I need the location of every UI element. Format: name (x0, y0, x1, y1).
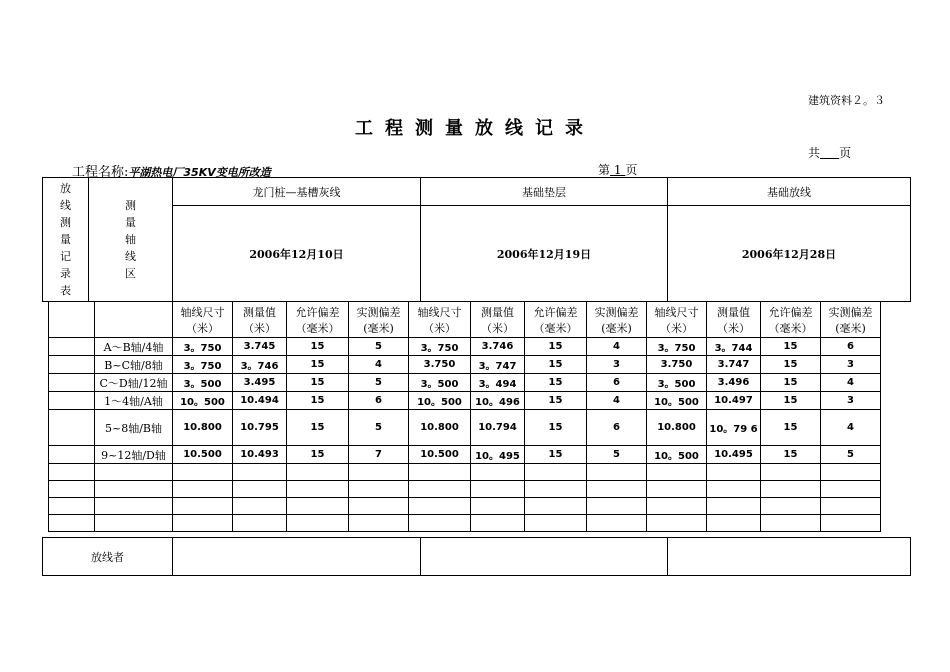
blank-cell (707, 498, 761, 515)
value-cell: 10.795 (233, 410, 287, 446)
blank-cell (707, 464, 761, 481)
value-cell: 15 (761, 374, 821, 392)
value-cell: 10。500 (173, 392, 233, 410)
blank-cell (95, 515, 173, 532)
column-header-line1: 允许偏差 (533, 305, 578, 319)
blank-cell (587, 481, 647, 498)
footer-table (42, 537, 911, 576)
column-header-line2: （米） (423, 321, 456, 335)
vertical-char: 测 (125, 199, 136, 212)
column-header-line1: 轴线尺寸 (180, 305, 225, 319)
value-cell: 10。500 (409, 392, 471, 410)
blank-cell (587, 498, 647, 515)
page-prefix: 第 (598, 163, 611, 177)
blank-cell (587, 515, 647, 532)
blank-cell (525, 481, 587, 498)
blank-cell (49, 392, 95, 410)
blank-cell (707, 515, 761, 532)
blank-cell (409, 464, 471, 481)
blank-cell (409, 498, 471, 515)
blank-cell (761, 498, 821, 515)
value-cell: 3。750 (647, 338, 707, 356)
blank-cell (95, 481, 173, 498)
blank-cell (821, 498, 881, 515)
column-header-line2: （毫米） (768, 321, 813, 335)
vertical-char: 轴 (125, 233, 136, 246)
value-cell: 5 (349, 410, 409, 446)
blank-cell (349, 498, 409, 515)
axis-cell: B~C轴/8轴 (95, 356, 173, 374)
value-cell: 6 (587, 410, 647, 446)
blank-cell (821, 464, 881, 481)
vertical-char: 表 (60, 284, 71, 297)
table-row (49, 338, 881, 356)
column-header-line2: （米） (243, 321, 276, 335)
value-cell: 10.500 (173, 446, 233, 464)
value-cell: 15 (761, 410, 821, 446)
value-cell: 4 (349, 356, 409, 374)
value-cell: 15 (287, 374, 349, 392)
empty-row (49, 481, 881, 498)
value-cell: 15 (525, 374, 587, 392)
column-header-line1: 实测偏差 (594, 305, 639, 319)
blank-cell (821, 515, 881, 532)
value-cell: 3。500 (409, 374, 471, 392)
blank-cell (95, 498, 173, 515)
page-suffix: 页 (625, 163, 638, 177)
value-cell: 15 (287, 392, 349, 410)
value-cell: 3.746 (471, 338, 525, 356)
empty-row (49, 464, 881, 481)
blank-cell (761, 464, 821, 481)
value-cell: 10。500 (647, 446, 707, 464)
blank-cell (287, 498, 349, 515)
section-name: 基础放线 (668, 178, 911, 206)
value-cell: 3。747 (471, 356, 525, 374)
empty-row (49, 515, 881, 532)
value-cell: 15 (525, 392, 587, 410)
value-cell: 15 (761, 392, 821, 410)
value-cell: 15 (761, 446, 821, 464)
blank-cell (49, 410, 95, 446)
blank-cell (471, 515, 525, 532)
blank-cell (233, 481, 287, 498)
column-header-line2: （毫米） (295, 321, 340, 335)
blank-cell (49, 498, 95, 515)
column-header (409, 302, 471, 338)
blank-cell (471, 481, 525, 498)
value-cell: 4 (587, 338, 647, 356)
column-header-line2: （米） (660, 321, 693, 335)
column-header (287, 302, 349, 338)
column-header-line1: 允许偏差 (768, 305, 813, 319)
value-cell: 4 (821, 410, 881, 446)
value-cell: 10.800 (173, 410, 233, 446)
value-cell: 10.493 (233, 446, 287, 464)
value-cell: 10。496 (471, 392, 525, 410)
column-header (471, 302, 525, 338)
project-value: 平湖热电厂35KV变电所改造 (128, 166, 271, 179)
column-header-line2: （毫米） (533, 321, 578, 335)
value-cell: 3.745 (233, 338, 287, 356)
blank-cell (49, 464, 95, 481)
section-date: 2006年12月19日 (421, 206, 668, 302)
value-cell: 10.494 (233, 392, 287, 410)
value-cell: 3。750 (173, 356, 233, 374)
vertical-char: 记 (60, 250, 71, 263)
value-cell: 15 (761, 338, 821, 356)
table-row (49, 392, 881, 410)
blank-cell (707, 481, 761, 498)
total-value (820, 146, 839, 160)
column-header (525, 302, 587, 338)
setter-cell (421, 538, 668, 576)
blank-cell (173, 481, 233, 498)
value-cell: 3.496 (707, 374, 761, 392)
value-cell: 7 (349, 446, 409, 464)
value-cell: 3。500 (647, 374, 707, 392)
setter-cell (173, 538, 421, 576)
column-header (349, 302, 409, 338)
table-row (49, 446, 881, 464)
setter-label: 放线者 (43, 538, 173, 576)
value-cell: 10。495 (471, 446, 525, 464)
column-header-line1: 测量值 (481, 305, 514, 319)
value-cell: 15 (525, 338, 587, 356)
blank-cell (49, 302, 95, 338)
blank-cell (49, 374, 95, 392)
page-digit: 1 (613, 163, 622, 177)
value-cell: 3.747 (707, 356, 761, 374)
value-cell: 10.495 (707, 446, 761, 464)
blank-cell (173, 515, 233, 532)
value-cell: 10。79 6 (707, 410, 761, 446)
blank-cell (49, 338, 95, 356)
vertical-char: 量 (125, 216, 136, 229)
axis-cell: A～B轴/4轴 (95, 338, 173, 356)
value-cell: 10.497 (707, 392, 761, 410)
setter-cell (668, 538, 911, 576)
blank-cell (287, 464, 349, 481)
page-value (610, 163, 625, 177)
column-header-line2: (毫米) (363, 321, 394, 335)
blank-cell (49, 356, 95, 374)
total-suffix: 页 (839, 146, 852, 160)
blank-cell (349, 464, 409, 481)
blank-cell (761, 481, 821, 498)
section-name: 基础垫层 (421, 178, 668, 206)
section-name: 龙门桩—基槽灰线 (173, 178, 421, 206)
empty-row (49, 498, 881, 515)
value-cell: 5 (587, 446, 647, 464)
blank-cell (647, 515, 707, 532)
blank-cell (525, 515, 587, 532)
blank-cell (471, 464, 525, 481)
vertical-char: 线 (125, 250, 136, 263)
blank-cell (525, 464, 587, 481)
blank-cell (587, 464, 647, 481)
value-cell: 5 (821, 446, 881, 464)
axis-area-label (89, 178, 173, 302)
table-row (49, 356, 881, 374)
section-date: 2006年12月10日 (173, 206, 421, 302)
value-cell: 15 (287, 338, 349, 356)
table-row (49, 410, 881, 446)
value-cell: 15 (287, 410, 349, 446)
value-cell: 6 (821, 338, 881, 356)
data-table (48, 301, 881, 532)
column-header (821, 302, 881, 338)
section-date: 2006年12月28日 (668, 206, 911, 302)
vertical-char: 区 (125, 267, 136, 280)
blank-cell (821, 481, 881, 498)
vertical-char: 量 (60, 233, 71, 246)
value-cell: 4 (587, 392, 647, 410)
value-cell: 15 (525, 356, 587, 374)
value-cell: 10.500 (409, 446, 471, 464)
value-cell: 15 (287, 446, 349, 464)
column-header (233, 302, 287, 338)
value-cell: 3。750 (173, 338, 233, 356)
blank-cell (349, 481, 409, 498)
axis-cell: C～D轴/12轴 (95, 374, 173, 392)
column-header-line2: (毫米) (835, 321, 866, 335)
value-cell: 6 (349, 392, 409, 410)
value-cell: 15 (525, 410, 587, 446)
value-cell: 3.750 (409, 356, 471, 374)
column-header-line2: （米） (186, 321, 219, 335)
project-label: 工程名称: (72, 165, 129, 180)
vertical-char: 放 (60, 182, 71, 195)
blank-cell (525, 498, 587, 515)
blank-cell (647, 464, 707, 481)
axis-cell: 5~8轴/B轴 (95, 410, 173, 446)
blank-cell (49, 446, 95, 464)
blank-cell (647, 498, 707, 515)
blank-cell (95, 302, 173, 338)
value-cell: 3。750 (409, 338, 471, 356)
blank-cell (409, 515, 471, 532)
axis-cell: 1～4轴/A轴 (95, 392, 173, 410)
value-cell: 3。500 (173, 374, 233, 392)
column-header (647, 302, 707, 338)
value-cell: 6 (587, 374, 647, 392)
column-header-line1: 测量值 (717, 305, 750, 319)
value-cell: 5 (349, 374, 409, 392)
blank-cell (233, 515, 287, 532)
column-header-line2: （米） (481, 321, 514, 335)
column-header-line1: 测量值 (243, 305, 276, 319)
column-header-line1: 允许偏差 (295, 305, 340, 319)
total-prefix: 共 (808, 146, 821, 160)
column-header-line2: (毫米) (601, 321, 632, 335)
column-header (761, 302, 821, 338)
value-cell: 3.495 (233, 374, 287, 392)
column-header-line1: 轴线尺寸 (654, 305, 699, 319)
column-header-line1: 实测偏差 (828, 305, 873, 319)
blank-cell (49, 515, 95, 532)
vertical-char: 录 (60, 267, 71, 280)
blank-cell (233, 498, 287, 515)
value-cell: 3。494 (471, 374, 525, 392)
value-cell: 15 (761, 356, 821, 374)
column-header (707, 302, 761, 338)
blank-cell (761, 515, 821, 532)
value-cell: 15 (287, 356, 349, 374)
blank-cell (49, 481, 95, 498)
blank-cell (95, 464, 173, 481)
value-cell: 5 (349, 338, 409, 356)
axis-cell: 9~12轴/D轴 (95, 446, 173, 464)
blank-cell (287, 515, 349, 532)
vertical-char: 线 (60, 199, 71, 212)
value-cell: 3 (821, 392, 881, 410)
header-table (42, 177, 911, 302)
column-header-line1: 实测偏差 (356, 305, 401, 319)
record-label (43, 178, 89, 302)
blank-cell (471, 498, 525, 515)
value-cell: 10。500 (647, 392, 707, 410)
blank-cell (349, 515, 409, 532)
column-header (587, 302, 647, 338)
blank-cell (409, 481, 471, 498)
value-cell: 3 (587, 356, 647, 374)
table-row (49, 374, 881, 392)
value-cell: 3.750 (647, 356, 707, 374)
column-header (173, 302, 233, 338)
blank-cell (287, 481, 349, 498)
vertical-char: 测 (60, 216, 71, 229)
page-title: 工程测量放线记录 (355, 118, 595, 139)
blank-cell (173, 464, 233, 481)
value-cell: 3 (821, 356, 881, 374)
total-pages (808, 144, 851, 161)
blank-cell (647, 481, 707, 498)
value-cell: 10.800 (647, 410, 707, 446)
value-cell: 10.800 (409, 410, 471, 446)
doc-reference: 建筑资料２。３ (808, 94, 885, 107)
value-cell: 10.794 (471, 410, 525, 446)
column-header-line2: （米） (717, 321, 750, 335)
value-cell: 15 (525, 446, 587, 464)
page-number (598, 161, 637, 178)
value-cell: 3。744 (707, 338, 761, 356)
blank-cell (173, 498, 233, 515)
column-header-line1: 轴线尺寸 (417, 305, 462, 319)
value-cell: 3。746 (233, 356, 287, 374)
value-cell: 4 (821, 374, 881, 392)
blank-cell (233, 464, 287, 481)
